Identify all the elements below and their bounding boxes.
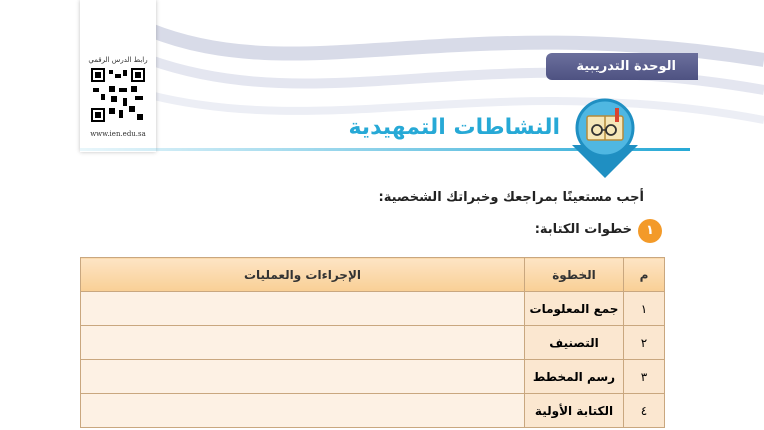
header-step: الخطوة [525, 258, 624, 292]
row-step: الكتابة الأولية [525, 394, 624, 428]
qr-url: www.ien.edu.sa [90, 130, 146, 138]
table-row [81, 292, 665, 326]
question-label: خطوات الكتابة: [534, 222, 632, 237]
table-row [81, 360, 665, 394]
qr-card[interactable] [80, 0, 156, 152]
row-num: ١ [624, 292, 665, 326]
instruction-text: أجب مستعينًا بمراجعك وخبراتك الشخصية: [378, 190, 644, 205]
table-row [81, 326, 665, 360]
row-procedures-cell[interactable] [81, 292, 525, 326]
section-title: النشاطات التمهيدية [348, 115, 560, 140]
header-num: م [624, 258, 665, 292]
writing-steps-table [80, 257, 665, 428]
header-procedures: الإجراءات والعمليات [81, 258, 525, 292]
row-step: رسم المخطط [525, 360, 624, 394]
table-row [81, 394, 665, 428]
row-procedures-cell[interactable] [81, 360, 525, 394]
table-header-row [81, 258, 665, 292]
qr-caption: رابط الدرس الرقمي [88, 56, 148, 64]
row-step: التصنيف [525, 326, 624, 360]
unit-tab: الوحدة التدريبية الرابعة [546, 53, 698, 80]
row-num: ٣ [624, 360, 665, 394]
row-num: ٢ [624, 326, 665, 360]
row-num: ٤ [624, 394, 665, 428]
row-procedures-cell[interactable] [81, 326, 525, 360]
qr-code-icon[interactable] [91, 68, 145, 122]
question-number-badge: ١ [638, 219, 662, 243]
row-step: جمع المعلومات [525, 292, 624, 326]
book-glasses-icon [560, 90, 650, 180]
row-procedures-cell[interactable] [81, 394, 525, 428]
